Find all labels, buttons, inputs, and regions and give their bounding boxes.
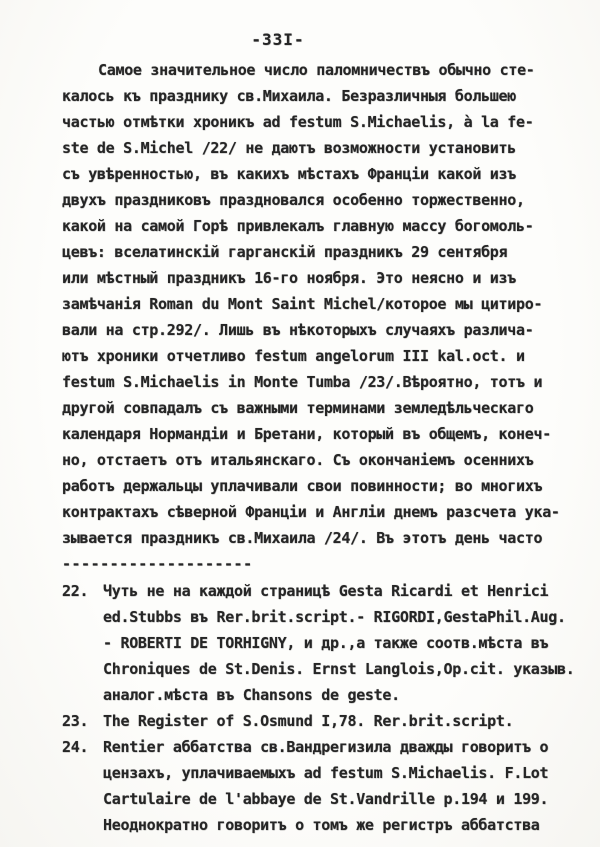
body-line: зывается праздникъ св.Михаила /24/. Въ этотъ день часто: [62, 529, 543, 547]
body-line: вали на стр.292/. Лишь въ нѣкоторыхъ случаяхъ различа-: [62, 321, 534, 339]
footnote-text: The Register of S.Osmund I,78. Rer.brit.script.: [103, 712, 514, 730]
body-line: какой на самой Горѣ привлекалъ главную массу богомоль-: [62, 217, 534, 235]
body-line: двухъ праздниковъ праздновался особенно торжественно,: [62, 191, 525, 209]
footnotes-section: [62, 578, 575, 838]
main-paragraph: [62, 57, 562, 551]
footnote-separator: --------------------: [62, 555, 253, 573]
footnote-23: [62, 708, 562, 734]
body-line: контрактахъ сѣверной Франціи и Англіи днемъ разсчета ука-: [62, 503, 560, 521]
footnote-line: [62, 578, 562, 604]
body-line: ютъ хроники отчетливо festum angelorum III kal.oct. и: [62, 347, 525, 365]
footnote-22: [62, 578, 575, 708]
footnote-line: Неоднократно говоритъ о томъ же регистръ аббатства: [103, 816, 540, 834]
footnote-text: Чуть не на каждой страницѣ Gesta Ricardi et Henrici: [103, 582, 549, 600]
footnote-text: Rentier аббатства св.Вандрегизила дважды говоритъ о: [103, 738, 549, 756]
body-line: съ увѣренностью, въ какихъ мѣстахъ Франціи какой изъ: [62, 165, 517, 183]
body-line: или мѣстный праздникъ 16-го ноября. Это неясно и изъ: [62, 269, 517, 287]
body-line: ste de S.Michel /22/ не даютъ возможности установить: [62, 139, 517, 157]
body-line: калось къ празднику св.Михаила. Безразличныя большею: [62, 87, 517, 105]
footnote-number: 24.: [62, 738, 89, 756]
body-line: но, отстаетъ отъ итальянскаго. Съ окончаніемъ осеннихъ: [62, 451, 534, 469]
page-number: -33I-: [251, 30, 305, 49]
body-line: цевъ: вселатинскій гарганскій праздникъ 29 сентября: [62, 243, 508, 261]
footnote-line: цензахъ, уплачиваемыхъ ad festum S.Michaelis. F.Lot: [103, 764, 549, 782]
body-line: работъ держальцы уплачивали свои повинности; во многихъ: [62, 477, 543, 495]
footnote-number: 22.: [62, 582, 89, 600]
footnote-line: - ROBERTI DE TORHIGNY, и др.,а также соотв.мѣста въ: [103, 634, 549, 652]
body-line: замѣчанія Roman du Mont Saint Michel/которое мы цитиро-: [62, 295, 543, 313]
footnote-line: ed.Stubbs въ Rer.brit.script.- RIGORDI,GestaPhil.Aug.: [103, 608, 566, 626]
footnote-line: [62, 734, 562, 760]
body-line: Самое значительное число паломничествъ обычно сте-: [98, 61, 535, 79]
footnote-number: 23.: [62, 712, 89, 730]
body-line: частью отмѣтки хроникъ ad festum S.Michaelis, à la fe-: [62, 113, 534, 131]
footnote-line: Cartulaire de l'abbaye de St.Vandrille p.194 и 199.: [103, 790, 549, 808]
footnote-24: [62, 734, 562, 838]
body-line: другой совпадалъ съ важными терминами земледѣльческаго: [62, 399, 534, 417]
footnote-line: Chroniques de St.Denis. Ernst Langlois,Op.cit. указыв.: [103, 660, 575, 678]
body-line: календаря Нормандіи и Бретани, который въ общемъ, конеч-: [62, 425, 551, 443]
footnote-line: [62, 708, 562, 734]
body-text: [62, 57, 575, 838]
body-line: festum S.Michaelis in Monte Tumba /23/.Вѣроятно, тотъ и: [62, 373, 543, 391]
footnote-line: аналог.мѣста въ Chansons de geste.: [103, 686, 400, 704]
